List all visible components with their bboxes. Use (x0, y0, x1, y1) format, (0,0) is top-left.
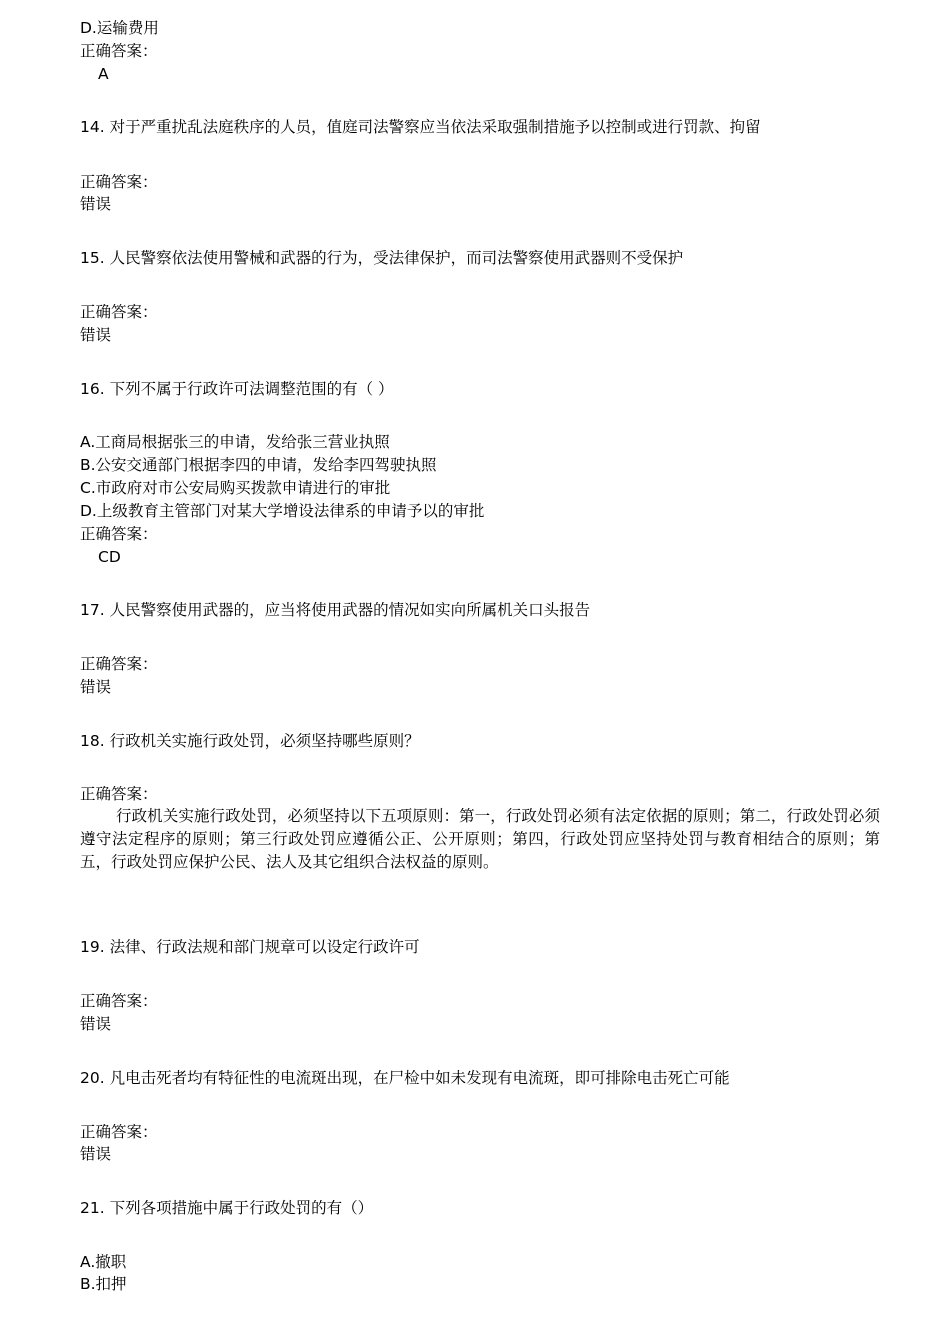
question-19-answer: 错误 (80, 1015, 112, 1033)
question-16-answer-label: 正确答案： (80, 525, 158, 543)
question-16-option-a: A.工商局根据张三的申请，发给张三营业执照 (80, 433, 390, 451)
question-20-answer-label: 正确答案： (80, 1123, 158, 1141)
question-18-answer-label: 正确答案： (80, 785, 158, 803)
question-17-answer: 错误 (80, 678, 112, 696)
question-20-answer: 错误 (80, 1145, 112, 1163)
question-16-option-b: B.公安交通部门根据李四的申请，发给李四驾驶执照 (80, 456, 437, 474)
question-21-option-a: A.撤职 (80, 1253, 127, 1271)
question-21-stem: 21. 下列各项措施中属于行政处罚的有（） (80, 1199, 374, 1217)
question-14-answer-label: 正确答案： (80, 173, 158, 191)
question-21-option-b: B.扣押 (80, 1275, 127, 1293)
question-18-stem: 18. 行政机关实施行政处罚，必须坚持哪些原则？ (80, 732, 420, 750)
question-18-answer: 行政机关实施行政处罚，必须坚持以下五项原则：第一，行政处罚必须有法定依据的原则；第二，行政处罚必须遵守法定程序的原则；第三行政处罚应遵循公正、公开原则；第四，行政处罚应坚持处罚与教育相结合的原则；第五，行政处罚应保护公民、法人及其它组织合法权益的原则。 (80, 807, 880, 871)
answer-label: 正确答案： (80, 42, 158, 60)
option-d: D.运输费用 (80, 19, 159, 37)
question-15-stem: 15. 人民警察依法使用警械和武器的行为，受法律保护，而司法警察使用武器则不受保护 (80, 249, 684, 267)
question-16-option-c: C.市政府对市公安局购买拨款申请进行的审批 (80, 479, 391, 497)
question-20-stem: 20. 凡电击死者均有特征性的电流斑出现，在尸检中如未发现有电流斑，即可排除电击死亡可能 (80, 1069, 730, 1087)
question-14-answer: 错误 (80, 195, 112, 213)
answer-value: A (98, 65, 109, 83)
question-16-option-d: D.上级教育主管部门对某大学增设法律系的申请予以的审批 (80, 502, 485, 520)
question-14-stem: 14. 对于严重扰乱法庭秩序的人员，值庭司法警察应当依法采取强制措施予以控制或进行罚款、拘留 (80, 118, 761, 136)
question-19-answer-label: 正确答案： (80, 992, 158, 1010)
question-16-stem: 16. 下列不属于行政许可法调整范围的有（ ） (80, 380, 394, 398)
question-15-answer-label: 正确答案： (80, 303, 158, 321)
question-15-answer: 错误 (80, 326, 112, 344)
question-19-stem: 19. 法律、行政法规和部门规章可以设定行政许可 (80, 938, 420, 956)
question-16-answer: CD (98, 548, 121, 566)
question-17-stem: 17. 人民警察使用武器的，应当将使用武器的情况如实向所属机关口头报告 (80, 601, 591, 619)
question-17-answer-label: 正确答案： (80, 655, 158, 673)
